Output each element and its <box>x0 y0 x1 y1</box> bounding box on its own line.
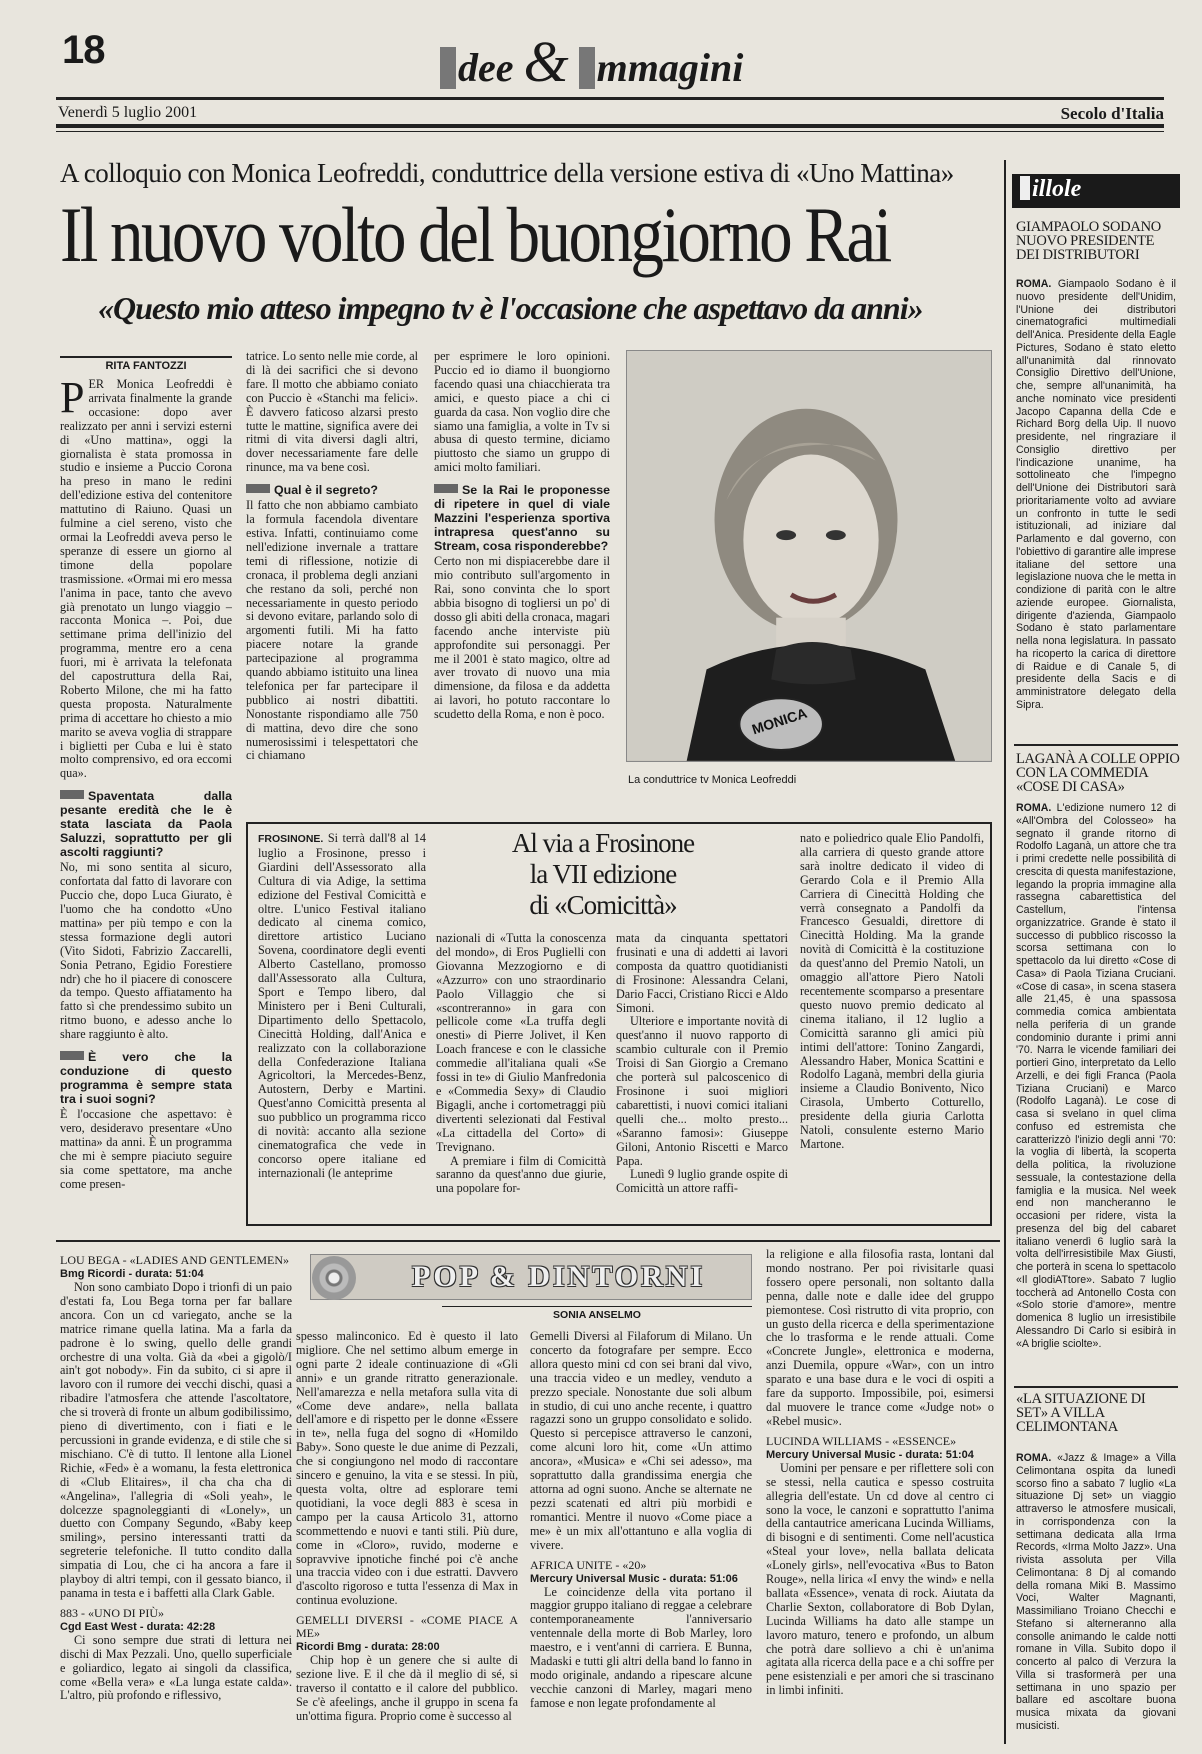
dateline: FROSINONE. <box>258 833 324 845</box>
cd-icon <box>312 1256 356 1300</box>
page-number: 18 <box>62 28 105 72</box>
article-kicker: A colloquio con Monica Leofreddi, conduttrice della versione estiva di «Uno Mattina» <box>60 158 954 188</box>
portrait-illustration <box>627 351 991 761</box>
pillole-header: illole <box>1012 174 1180 208</box>
review-title: LOU BEGA - «LADIES AND GENTLEMEN» Bmg Ricordi - durata: 51:04 <box>60 1253 289 1280</box>
interview-question: Qual è il segreto? <box>246 483 418 497</box>
review-title: AFRICA UNITE - «20» Mercury Universal Music - durata: 51:06 <box>530 1557 738 1585</box>
music-column-2: spesso malinconico. Ed è questo il lato migliore. Che nel settimo album emerge in ogni parte 2 ideale continuazione di «Gli anni» e un grande ritratto generazionale. Nell'amarezza e nella metafora sulla vita di «Come deve andare», nella ballata dell'amore e di rispetto per le donne «Essere in te», nella fuga del sogno di «Homildo Baby». Sono queste le due anime di Pezzali, che si congiungono nel modo di raccontare sincero e genuino, la vita e se stessi. In più, questa volta, oltre ad esplorare temi quotidiani, la voce degli 883 è scesa in campo per la causa Articolo 31, attorno scommettendo e nuovi e tanti stili. Più dure, come in «Cloro», ruvido, moderne e sopravvive ipnotiche finché poi c'è anche una traccia video con i due estratti. Davvero d'ascolto rigoroso e tutta l'essenza di Max in continua evoluzione. GEMELLI DIVERSI - «COME PIACE A ME» Ricordi Bmg - durata: 28:00 Chip hop è un genere che si aulte di sezione live. E il che dà il meglio di sé, si traverso il contatto e il calore del pubblico. Se c'è afeelings, anche il gruppo in scena fa un'ottima figura. Proprio come è successo al <box>296 1330 518 1723</box>
sidebar-rule <box>1014 1386 1178 1388</box>
pillole-item-title: LAGANÀ A COLLE OPPIO CON LA COMMEDIA «COSE DI CASA» <box>1016 751 1180 795</box>
pillole-item-title: GIAMPAOLO SODANO NUOVO PRESIDENTE DEI DISTRIBUTORI <box>1016 219 1161 263</box>
header-rule <box>56 97 1164 100</box>
byline: RITA FANTOZZI <box>60 356 232 372</box>
article-subhead: «Questo mio atteso impegno tv è l'occasione che aspettavo da anni» <box>98 290 923 326</box>
sidebar-divider <box>1004 160 1006 1744</box>
interview-question: Se la Rai le proponesse di ripetere in quel di viale Mazzini l'esperienza sportiva intrapresa quest'anno su Stream, cosa risponderebbe? <box>434 483 610 554</box>
header-rule-thin <box>56 131 1164 132</box>
box-column-1: FROSINONE. Si terrà dall'8 al 14 luglio a Frosinone, presso i Giardini dell'Assessorato alla Cultura di via Adige, la settima edizione del Festival Comicittà e oltre. L'unico Festival italiano dedicato al cinema comico, direttore artistico Luciano Sovena, coordinatore degli eventi Alberto Castellano, promosso dall'Assessorato alla Cultura, Sport e Tempo libero, dal Ministero per i Beni Culturali, Dipartimento dello Spettacolo, Cinecittà Holding, dall'Anica e realizzato con la collaborazione della Confederazione Italiana Agricoltori, la Mercedes-Benz, Autostern, Derby e Martini. Quest'anno Comicittà presenta al suo pubblico un programma ricco di novità: accanto alla sezione cinematografica che vede in concorso opere italiane ed internazionali (le anteprime <box>258 832 426 1180</box>
logo-bar-icon <box>440 47 456 89</box>
review-title: 883 - «UNO DI PIÙ» Cgd East West - durata: 42:28 <box>60 1605 216 1633</box>
header-rule-bottom <box>56 124 1164 128</box>
interview-answer: No, mi sono sentita al sicuro, confortata dal fatto di lavorare con Puccio che, dopo Luca Giurato, è l'uomo che ha condotto «Uno mattina» per più tempo e con la stessa formazione degli autori (Vito Sidoti, Fabrizio Zaccarelli, Sonia Petrano, Egidio Forestiere ndr) che ho il piacere di conoscere da tempo. Questo affiatamento ha fatto sì che prendessimo subito un ritmo buono, e adesso anche lo share raggiunto è alto. <box>60 860 232 1042</box>
article-column-3: per esprimere le loro opinioni. Puccio ed io diamo il buongiorno facendo quasi una chiacchierata tra amici, e questo piace a chi ci guarda da casa. Non voglio dire che siamo una famiglia, a volte in Tv si abusa di questo termine, diciamo piuttosto che siamo un gruppo di amici molto familiari. Se la Rai le proponesse di ripetere in quel di viale Mazzini l'esperienza sportiva intrapresa quest'anno su Stream, cosa risponderebbe? Certo non mi dispiacerebbe dare il mio contributo sull'argomento in Rai, sono convinta che lo sport abbia bisogno di togliersi un po' di dosso gli abiti della cronaca, magari facendo anche interviste più approfondite sui personaggi. Per me il 2001 è stato magico, oltre ad aver trovato di nuovo una mia dimensione, da filosa e da addetta ai lavori, ho potuto raccontare lo scudetto della Roma, e non è poco. <box>434 350 610 722</box>
presenter-photo <box>626 350 992 762</box>
section-rule <box>56 1240 1000 1242</box>
pillole-item-text: ROMA. L'edizione numero 12 di «All'Ombra del Colosseo» ha segnato il grande ritorno di Rodolfo Laganà, un attore che tra i primi credette nelle possibilità di crescita di questa manifestazione, legando la propria immagine alla rassegna cabarettistica del Castellum, l'intensa organizzatrice. Grande è stato il successo di pubblico riscosso la scorsa settimana con lo spettacolo da lui diretto «Cose di Casa» di Paola Tiziana Cruciani. «Cose di casa», in scena stasera alle 21,45, è una spassosa commedia comica ambientata nella periferia di un grande condominio durante i primi anni '70. Narra le vicende familiari dei portieri Gino, interpretato da Lello Arzelli, e dei figli Franca (Paola Tiziana Cruciani) e Marco (Rodolfo Laganà). Le cose di casa si svelano in quel clima confuso ed estremista che caratterizzò l'inizio degli anni '70: la voglia di libertà, la scoperta della politica, la rivoluzione sessuale, la contestazione della famiglia e la musica. Nel week end non mancheranno le occasioni per ridere, vista la presenza del big del cabaret italiano venerdì 6 luglio sarà la volta dell'irresistibile Max Giusti, che porterà in scena lo spettacolo «Il glodiATtore». Sabato 7 luglio toccherà ad Antonello Costa con «Solo storie d'amore», mentre domenica 8 luglio un irresistibile Alessandro Di Carlo si esibirà in «A briglie sciolte». <box>1016 802 1176 1350</box>
pillole-item-text: ROMA. «Jazz & Image» a Villa Celimontana ospita da lunedì scorso fino a sabato 7 luglio «La situazione Dj set» un viaggio attraverso le atmosfere musicali, in corrispondenza con la settimana dedicata alla Irma Records, «Irma Molto Jazz». Una rivista assoluta per Villa Celimontana: 8 Dj al comando della romana Miki B. Massimo Voci, Walter Magnanti, Massimiliano Troiano Checchi e Stefano si alterneranno alla consolle animando le calde notti romane in Villa. Subito dopo il concerto al palco di Verzura la Villa si trasformerà per una settimana in uno spazio per ballare ed ascoltare buona musica mixata da giovani musicisti. <box>1016 1452 1176 1732</box>
review-title: LUCINDA WILLIAMS - «ESSENCE» Mercury Universal Music - durata: 51:04 <box>766 1433 974 1461</box>
paper-name: Secolo d'Italia <box>1060 104 1164 123</box>
music-column-1: LOU BEGA - «LADIES AND GENTLEMEN» Bmg Ricordi - durata: 51:04 Non sono cambiato Dopo i trionfi di un paio d'estati fa, Lou Bega torna per far ballare ancora. Con un cd variegato, anche se la matrice rimane quella latina. Ma a farla da padrone è lo swing, quello delle grandi orchestre di una volta. Già da «bei a gigolò/I ain't got nobody». Fin da subito, ci si apre il lavoro con il rumore dei vecchi dischi, quasi a ribadire l'atmosfera che attende l'ascoltatore, che si troverà di fronte un album godibilissimo, pieno di divertimento, con i fiati e le percussioni in grande evidenza, e di stile che si mischiano. C'è di tutto. Il lentone alla Lionel Richie, «Fed» è a womanu, la festa elettronica di «Club Elitaires», il cha cha cha di «Angelina», l'allegria di «Soli yeah», le dolcezze spagnoleggianti di «Lonely», un duetto con Company Segundo, «Baby keep smiling», persino interessanti tratti da segreterie telefoniche. Il tutto condito dalla simpatia di Lou, che ci ha ancora a fare il playboy di altri tempi, con il gessato bianco, il panama in testa e i baffetti alla Clark Gable. 883 - «UNO DI PIÙ» Cgd East West - durata: 42:28 Ci sono sempre due strati di lettura nei dischi di Max Pezzali. Uno, quello superficiale e goliardico, legato ai singoli da classifica, come «Bella vera» e «La lunga estate calda». L'altro, più profondo e riflessivo, <box>60 1253 292 1703</box>
section-logo: dee & mmagini <box>440 28 743 95</box>
pillole-item-text: ROMA. Giampaolo Sodano è il nuovo presidente dell'Unidim, l'Unione dei distributori cinematografici multimediali dell'Anica. Presidente della Eagle Pictures, Sodano è stato eletto all'unanimità dal rinnovato Consiglio Direttivo dell'Unione, che, sempre all'unanimità, ha anche nominato vice presidenti Jacopo Capanna della Cde e Richard Borg della Uip. Il nuovo presidente, nel ringraziare il Consiglio direttivo per l'indicazione unanime, ha sottolineato che l'impegno dell'Unione dei Distributori sarà prioritariamente volto ad avviare un confronto in tutte le sedi istituzionali, ad iniziare dal Parlamento e dal governo, con l'obiettivo di garantire alle imprese italiane del settore una legislazione nuova che le metta in condizione di parità con le altre aziende europee. Giornalista, dirigente d'azienda, Giampaolo Sodano è stato parlamentare nella nona legislatura. In passato ha ricoperto la carica di direttore di Raidue e di Canale 5, di presidente della Sacis e di amministratore delegato della Sipra. <box>1016 278 1176 711</box>
interview-question: È vero che la conduzione di questo programma è sempre stata tra i suoi sogni? <box>60 1050 232 1107</box>
pillole-item-title: «LA SITUAZIONE DI SET» A VILLA CELIMONTANA <box>1016 1391 1146 1435</box>
logo-bar-icon <box>579 47 595 89</box>
pillole-p-icon <box>1020 176 1030 200</box>
bullet-square-icon <box>60 790 84 799</box>
box-headline: Al via a Frosinone la VII edizione di «Comicittà» <box>511 828 695 920</box>
mic-badge-label: MONICA <box>749 704 809 738</box>
music-column-4: la religione e alla filosofia rasta, lontani dal mondo nostrano. Per poi rivisitarle quasi fossero opere personali, non soltanto dalla penna, dalle note e dalle idee del gruppo piemontese. Così ristrutto di vita proprio, con un gusto della ricerca e della sperimentazione che lo trasforma e le rende attuali. Come «Concrete Jungle», elettronica e moderna, anzi Duemila, oppure «War», con un intro sparato e una base dura e le voci di ospiti a fare da supporto. Impossibile, poi, esimersi dal muovere le trance come «Judge not» o «Rebel music». LUCINDA WILLIAMS - «ESSENCE» Mercury Universal Music - durata: 51:04 Uomini per pensare e per riflettere soli con se stessi, nella cautica e spesso costruita allegria dell'estate. Un cd dove al centro ci sono la voce, le canzoni e soprattutto l'anima della cantautrice americana Lucinda Williams, di bisogni e di sentimenti. Come nell'acustica «Steal your love», nella ballata delicata «Lonely girls», nell'evocativa «Bus to Baton Rouge», nella lirica «I envy the wind» e nella ballata «Essence», venata di rock. Aiutata da Charlie Sexton, collaboratore di Bob Dylan, Lucinda Williams ha dato alle stampe un lavoro maturo, tenero e profondo, un album che potrà dare sollievo a chi è un'anima agitata alla ricerca della pace e a chi soffre per pene esistenziali e per amori che si trascinano in limbi infiniti. <box>766 1248 994 1698</box>
pop-banner-title: POP & DINTORNI <box>412 1260 706 1293</box>
music-byline: SONIA ANSELMO <box>442 1306 752 1321</box>
bullet-square-icon <box>434 484 458 493</box>
box-column-4: nato e poliedrico quale Elio Pandolfi, alla carriera di questo grande attore sarà inoltre dedicato il video di Gerardo Cola e il Premio Alla Carriera di Cinecittà Holding che verrà consegnato a Pandolfi da Francesco Gesualdi, direttore di Cinecittà Holding. Ma la grande novità di Comicittà è la costituzione da quest'anno del Premio Natoli, un omaggio all'attore Piero Natoli recentemente scomparso a presentare questo nuovo premio dedicato al cinema italiano, il 12 luglio a Comicittà saranno gli amici più intimi dell'attore: Tonino Zangardi, Alessandro Haber, Monica Scattini e Rodolfo Laganà, membri della giuria insieme a Claudio Bonivento, Nico Cirasola, Umberto Cotturello, presidente della giuria Carlotta Natoli, consulente esterno Mario Martone. <box>800 832 984 1151</box>
interview-question: Spaventata dalla pesante eredità che le è stata lasciata da Paola Saluzzi, soprattutto per gli ascolti raggiunti? <box>60 789 232 860</box>
box-column-2: nazionali di «Tutta la conoscenza del mondo», di Eros Puglielli con Giovanna Mezzogiorno e di «Azzurro» con uno straordinario Paolo Villaggio che si «scontreranno» in gara con pellicole come «La truffa degli onesti» di Pierre Jolivet, il Ken Loach francese e con le classiche commedie all'italiana quali «Se fossi in te» di Giulio Manfredonia e «Commedia Sexy» di Claudio Bigagli, anche i cortometraggi più divertenti selezionati dal Festival «La cittadella del Corto» di Trevignano. A premiare i film di Comicittà saranno da quest'anno due giurie, una popolare for- <box>436 932 606 1196</box>
bullet-square-icon <box>60 1051 84 1060</box>
article-headline: Il nuovo volto del buongiorno Rai <box>60 191 890 278</box>
review-title: GEMELLI DIVERSI - «COME PIACE A ME» Ricordi Bmg - durata: 28:00 <box>296 1613 518 1654</box>
issue-date: Venerdì 5 luglio 2001 <box>58 104 198 121</box>
drop-cap: P <box>60 373 85 422</box>
sidebar-rule <box>1014 744 1178 746</box>
interview-answer: È l'occasione che aspettavo: è vero, desideravo presentare «Uno mattina» da anni. È un programma che mi è sempre piaciuto seguire sia come spettatore, ma anche come presen- <box>60 1107 232 1191</box>
music-column-3: Gemelli Diversi al Filaforum di Milano. Un concerto da fotografare per sempre. Ecco allora questo mini cd con sei brani dal vivo, una traccia video e un medley, venduto a prezzo speciale. Nonostante due soli album in studio, di cui uno anche recente, i quattro ragazzi sono un gruppo consolidato e solido. Questo si percepisce attraverso le canzoni, come alcuni loro hit, come «Un attimo ancora», «Musica» e «Chi sei adesso», ma soprattutto dalla grandissima energia che attorna ad ogni suono. Anche se alternate ne pezzi scatenati ed altri più morbidi e romantici. Mentre il nuovo «Come piace a me» è un mix all'ottantuno e alla voglia di vivere. AFRICA UNITE - «20» Mercury Universal Music - durata: 51:06 Le coincidenze della vita portano il maggior gruppo italiano di reggae a celebrare contemporaneamente l'anniversario ventennale della morte di Bob Marley, loro maestro, e i vent'anni di carriera. E Bunna, Madaski e tutti gli altri della band lo fanno in modo originale, andando a ripescare alcune vecchie canzoni di Marley, magari meno famose e non legate profondamente al <box>530 1330 752 1710</box>
article-column-1: RITA FANTOZZI PER Monica Leofreddi è arrivata finalmente la grande occasione: dopo aver realizzato per anni i servizi esterni di «Uno mattina», oggi la giornalista è stata promossa in studio e insieme a Puccio Corona ha preso in mano le redini dell'edizione estiva del contenitore mattutino di Raiuno. Quasi un fulmine a ciel sereno, visto che ormai la Leofreddi aveva perso le speranze di essere un giorno al timone della popolare trasmissione. «Ormai mi ero messa l'anima in pace, tanto che avevo già prenotato un lungo viaggio – racconta Monica –. Poi, due settimane prima dell'inizio del programma, mentre ero a cena fuori, mi è arrivata la telefonata del capostruttura della Rai, Roberto Milone, che mi ha fatto questa proposta. Naturalmente prima di accettare ho chiesto a mio marito se aveva voglia di strappare i biglietti per Cuba e lui è stato molto comprensivo, ed ora eccomi qua». Spaventata dalla pesante eredità che le è stata lasciata da Paola Saluzzi, soprattutto per gli ascolti raggiunti? No, mi sono sentita al sicuro, confortata dal fatto di lavorare con Puccio che, dopo Luca Giurato, è l'uomo che ha condotto «Uno mattina» per più tempo e con la stessa formazione degli autori (Vito Sidoti, Fabrizio Zaccarelli, Sonia Petrano, Egidio Forestiere ndr) che ho il piacere di conoscere da tempo. Questo affiatamento ha fatto sì che prendessimo subito un ritmo buono, e adesso anche lo share raggiunto è alto. È vero che la conduzione di questo programma è sempre stata tra i suoi sogni? È l'occasione che aspettavo: è vero, desideravo presentare «Uno mattina» da anni. È un programma che mi è sempre piaciuto seguire sia come spettatore, ma anche come presen- <box>60 356 232 1240</box>
box-column-3: mata da cinquanta spettatori frusinati e una di addetti ai lavori composta da quattro quotidianisti di Frosinone: Alessandra Celani, Dario Facci, Cristiano Ricci e Aldo Simoni. Ulteriore e importante novità di quest'anno il nuovo rapporto di scambio culturale con il Premio Troisi di San Giorgio a Cremano che porterà sul palcoscenico di Frosinone i suoi migliori cabarettisti, i nuovi comici italiani quelli che... molto presto... «Saranno famosi»: Giuseppe Giloni, Antonio Riscetti e Marco Papa. Lunedì 9 luglio grande ospite di Comicittà un attore raffi- <box>616 932 788 1196</box>
photo-caption: La conduttrice tv Monica Leofreddi <box>628 774 797 786</box>
article-column-2: tatrice. Lo sento nelle mie corde, al di là dei sacrifici che si devono fare. Il motto che abbiamo coniato con Puccio è «Stanchi ma felici». È davvero faticoso alzarsi presto tutte le mattine, significa avere dei ritmi di vita diversi dagli altri, dover necessariamente fare delle rinunce, ma va bene così. Qual è il segreto? Il fatto che non abbiamo cambiato la formula facendola diventare estiva. Infatti, continuiamo come nell'edizione invernale a trattare temi di riflessione, notizie di cronaca, il problema degli anziani che restano da soli, perché non necessariamente in questo periodo si devono evitare, parlando solo di argomenti futili. Mi ha fatto piacere notare la grande partecipazione al programma quando abbiamo istituito una linea telefonica per far partecipare il pubblico ai nostri dibattiti. Nonostante rispondiamo alle 750 di mattina, devo dire che sono numerosissimi i telespettatori che ci chiamano <box>246 350 418 763</box>
bullet-square-icon <box>246 484 270 493</box>
